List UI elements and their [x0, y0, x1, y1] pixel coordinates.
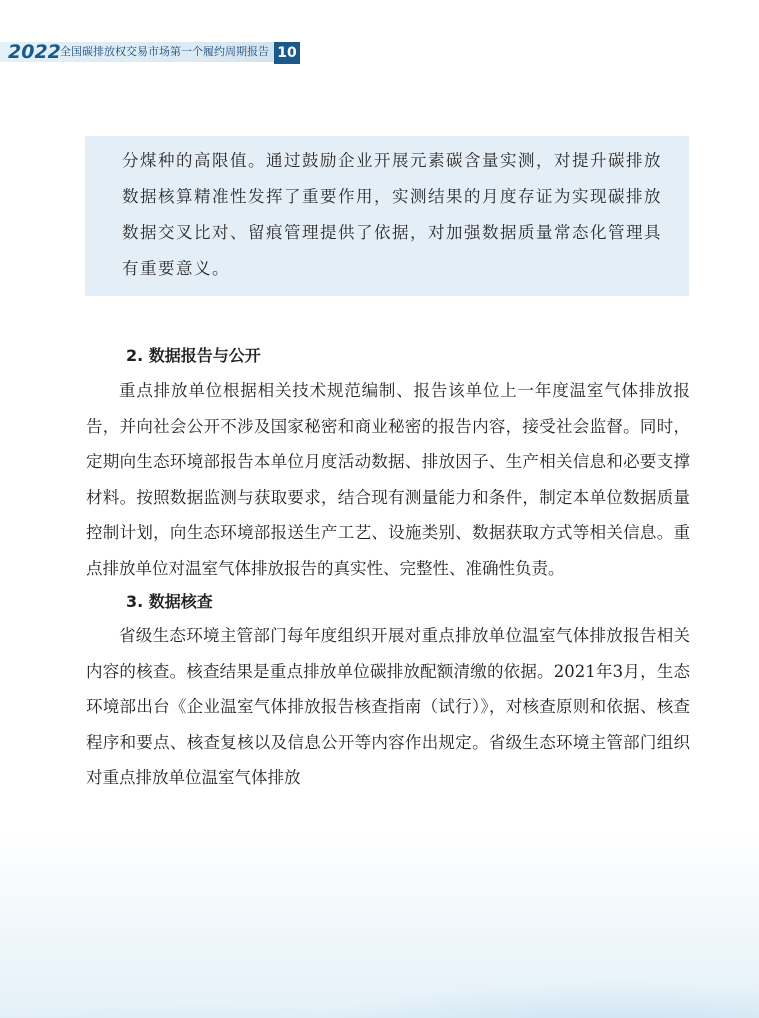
- section-3-heading: 3. 数据核查: [126, 592, 213, 611]
- header-year: 2022: [8, 41, 61, 63]
- highlight-box-text: 分煤种的高限值。通过鼓励企业开展元素碳含量实测，对提升碳排放数据核算精准性发挥了重要作用，实测结果的月度存证为实现碳排放数据交叉比对、留痕管理提供了依据，对加强数据质量常态化管理具有重要意义。: [122, 151, 662, 278]
- header-title: 全国碳排放权交易市场第一个履约周期报告: [60, 45, 269, 58]
- page-number: 10: [274, 42, 300, 64]
- main-content: [86, 340, 690, 796]
- background-wave-decoration: [0, 828, 759, 1018]
- section-2-paragraph: 重点排放单位根据相关技术规范编制、报告该单位上一年度温室气体排放报告，并向社会公开不涉及国家秘密和商业秘密的报告内容，接受社会监督。同时，定期向生态环境部报告本单位月度活动数据、排放因子、生产相关信息和必要支撑材料。按照数据监测与获取要求，结合现有测量能力和条件，制定本单位数据质量控制计划，向生态环境部报送生产工艺、设施类别、数据获取方式等相关信息。重点排放单位对温室气体排放报告的真实性、完整性、准确性负责。: [86, 381, 690, 578]
- section-3-paragraph: 省级生态环境主管部门每年度组织开展对重点排放单位温室气体排放报告相关内容的核查。核查结果是重点排放单位碳排放配额清缴的依据。2021年3月，生态环境部出台《企业温室气体排放报告核查指南（试行）》，对核查原则和依据、核查程序和要点、核查复核以及信息公开等内容作出规定。省级生态环境主管部门组织对重点排放单位温室气体排放: [86, 626, 690, 787]
- section-2-heading: 2. 数据报告与公开: [126, 346, 261, 365]
